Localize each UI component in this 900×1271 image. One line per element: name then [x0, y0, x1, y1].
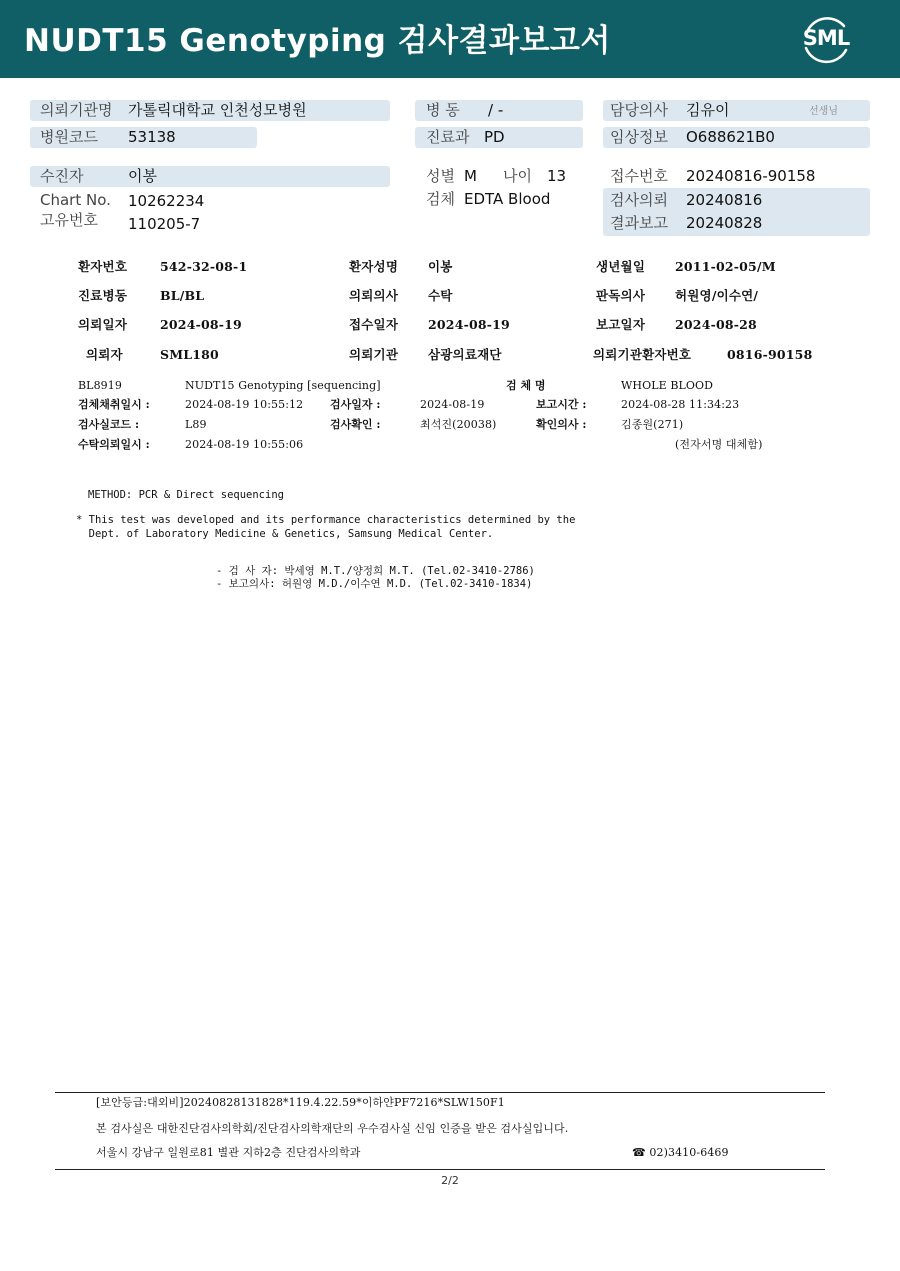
inst-pt-no-value: 0816-90158 — [727, 347, 813, 362]
rcv-date-label: 접수일자 — [349, 317, 399, 332]
test-name: NUDT15 Genotyping [sequencing] — [185, 379, 381, 392]
read-doc-label: 판독의사 — [596, 288, 646, 303]
requester-value: SML180 — [160, 347, 219, 362]
pt-name-value: 이봉 — [428, 259, 453, 274]
clinical-value: O688621B0 — [686, 128, 775, 146]
lab-code-label: 검사실코드 : — [78, 418, 140, 431]
scan-ward-label: 진료병동 — [78, 288, 128, 303]
chart-label: Chart No. — [40, 191, 111, 209]
pt-no-label: 환자번호 — [78, 259, 128, 274]
read-doc-value: 허원영/이수연/ — [675, 288, 759, 303]
collect-label: 검체채취일시 : — [78, 398, 150, 411]
request-value: 20240816 — [686, 191, 763, 209]
security-line: [보안등급:대외비]20240828131828*119.4.22.59*이하얀PF7216*SLW150F1 — [96, 1096, 505, 1109]
specimen-name-value: WHOLE BLOOD — [621, 379, 714, 392]
address-line: 서울시 강남구 일원로81 별관 지하2층 진단검사의학과 — [96, 1146, 361, 1159]
receipt-value: 20240816-90158 — [686, 167, 816, 185]
method-note-1: * This test was developed and its performance characteristics determined by the — [76, 514, 576, 526]
chart-value: 10262234 — [128, 192, 205, 210]
certification-line: 본 검사실은 대한진단검사의학회/진단검사의학재단의 우수검사실 신임 인증을 받은 검사실입니다. — [96, 1122, 569, 1135]
req-inst-label: 의뢰기관 — [349, 347, 399, 362]
specimen-value: EDTA Blood — [464, 190, 551, 208]
dept-label: 진료과 — [426, 128, 470, 146]
method-line: METHOD: PCR & Direct sequencing — [88, 489, 284, 501]
confirm-label: 검사확인 : — [330, 418, 381, 431]
req-date-label: 의뢰일자 — [78, 317, 128, 332]
logo-text: SML — [802, 26, 850, 50]
specimen-name-label: 검 체 명 — [506, 379, 546, 392]
dob-value: 2011-02-05/M — [675, 259, 776, 274]
footer-bottom-rule — [55, 1169, 825, 1170]
rep-date-label: 보고일자 — [596, 317, 646, 332]
confirm-value: 최석진(20038) — [420, 418, 497, 431]
report-value: 20240828 — [686, 214, 763, 232]
req-date-value: 2024-08-19 — [160, 317, 242, 332]
request-label: 검사의뢰 — [610, 191, 668, 209]
hospital-label: 의뢰기관명 — [40, 101, 113, 119]
patient-label: 수진자 — [40, 167, 84, 185]
specimen-label: 검체 — [426, 190, 455, 208]
confirm-doc-value: 김종원(271) — [621, 418, 684, 431]
sml-logo-icon — [796, 10, 856, 68]
dept-value: PD — [484, 128, 505, 146]
doctor-value: 김유이 — [686, 101, 730, 119]
report-time-value: 2024-08-28 11:34:23 — [621, 398, 740, 411]
req-doc-value: 수탁 — [428, 288, 453, 303]
doctor-suffix: 선생님 — [809, 106, 838, 117]
receipt-label: 접수번호 — [610, 167, 668, 185]
reporter-line: - 보고의사: 허원영 M.D./이수연 M.D. (Tel.02-3410-1834) — [216, 578, 533, 590]
req-doc-label: 의뢰의사 — [349, 288, 399, 303]
ward-value: / - — [488, 101, 504, 119]
rep-date-value: 2024-08-28 — [675, 317, 757, 332]
req-inst-value: 삼광의료재단 — [428, 347, 502, 362]
lab-code-value: L89 — [185, 418, 207, 431]
uid-value: 110205-7 — [128, 215, 201, 233]
uid-label: 고유번호 — [40, 211, 98, 229]
doctor-label: 담당의사 — [610, 101, 668, 119]
report-header — [0, 0, 900, 78]
pt-name-label: 환자성명 — [349, 259, 399, 274]
report-title: NUDT15 Genotyping 검사결과보고서 — [24, 23, 611, 59]
tester-line: - 검 사 자: 박세영 M.T./양정희 M.T. (Tel.02-3410-2786) — [216, 565, 535, 577]
ward-label: 병 동 — [426, 101, 460, 119]
report-label: 결과보고 — [610, 214, 668, 232]
age-label: 나이 — [503, 167, 532, 185]
test-date-label: 검사일자 : — [330, 398, 381, 411]
commission-value: 2024-08-19 10:55:06 — [185, 438, 304, 451]
report-time-label: 보고시간 : — [536, 398, 587, 411]
hospital-value: 가톨릭대학교 인천성모병원 — [128, 101, 307, 119]
footer-top-rule — [55, 1092, 825, 1093]
dob-label: 생년월일 — [596, 259, 646, 274]
pt-no-value: 542-32-08-1 — [160, 259, 248, 274]
requester-label: 의뢰자 — [86, 347, 123, 362]
method-note-2: Dept. of Laboratory Medicine & Genetics, Samsung Medical Center. — [76, 528, 494, 540]
clinical-label: 임상정보 — [610, 128, 668, 146]
phone-line: ☎ 02)3410-6469 — [632, 1146, 729, 1159]
patient-value: 이봉 — [128, 167, 157, 185]
page-number: 2/2 — [441, 1174, 459, 1187]
hospcode-value: 53138 — [128, 128, 176, 146]
commission-label: 수탁의뢰일시 : — [78, 438, 150, 451]
rcv-date-value: 2024-08-19 — [428, 317, 510, 332]
sex-value: M — [464, 167, 477, 185]
confirm-doc-label: 확인의사 : — [536, 418, 587, 431]
hospcode-label: 병원코드 — [40, 128, 98, 146]
age-value: 13 — [547, 167, 567, 185]
esign-note: (전자서명 대체함) — [675, 438, 763, 451]
sex-label: 성별 — [426, 167, 455, 185]
patient-box — [30, 166, 390, 187]
test-code: BL8919 — [78, 379, 122, 392]
inst-pt-no-label: 의뢰기관환자번호 — [593, 347, 692, 362]
test-date-value: 2024-08-19 — [420, 398, 485, 411]
collect-value: 2024-08-19 10:55:12 — [185, 398, 304, 411]
scan-ward-value: BL/BL — [160, 288, 205, 303]
